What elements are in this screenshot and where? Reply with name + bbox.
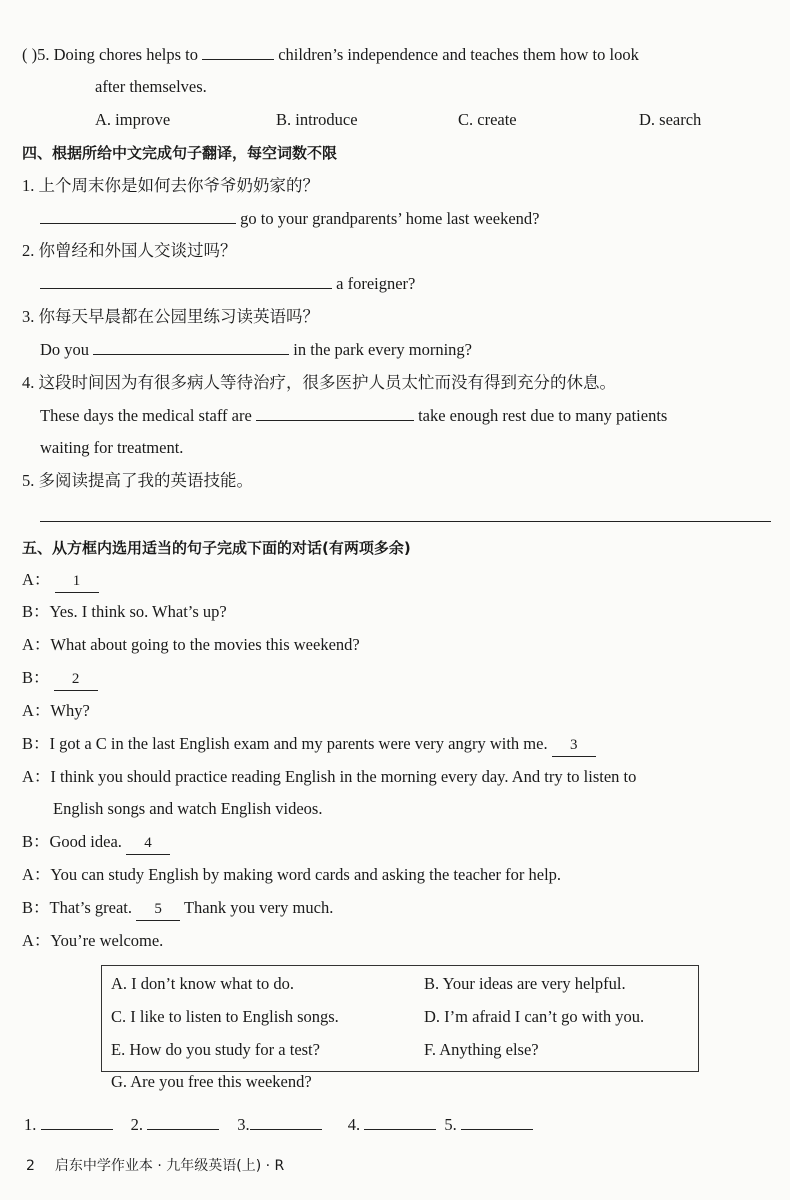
options-box	[101, 965, 699, 1091]
footer	[26, 1155, 284, 1177]
s4-item-cn: 2. 你曾经和外国人交谈过吗？	[22, 241, 237, 260]
dialog-text: Good idea.	[49, 832, 122, 851]
dialog-line	[22, 831, 170, 855]
dialog-blank[interactable]: 5	[136, 898, 180, 921]
dialog-text: That’s great.	[49, 898, 132, 917]
answer-blank[interactable]	[364, 1115, 436, 1130]
s4-item-en: Do you	[40, 340, 90, 359]
s4-item-en: a foreigner?	[336, 274, 416, 293]
speaker: A：	[22, 701, 51, 720]
dialog-text: Thank you very much.	[183, 898, 334, 917]
dialog-line	[22, 700, 90, 722]
box-option: F. Anything else?	[424, 1040, 539, 1059]
blank[interactable]	[93, 340, 289, 355]
s4-item-cn: 3. 你每天早晨都在公园里练习读英语吗？	[22, 307, 319, 326]
answer-label: 2.	[130, 1115, 143, 1134]
blank[interactable]	[256, 406, 414, 421]
s4-item-en: waiting for treatment.	[40, 438, 184, 457]
dialog-line	[22, 864, 561, 886]
dialog-line	[22, 930, 163, 952]
dialog-text: Yes. I think so. What’s up?	[49, 602, 227, 621]
s4-item-cn: 5. 多阅读提高了我的英语技能。	[22, 471, 253, 490]
s4-item-en: take enough rest due to many patients	[418, 406, 668, 425]
s4-item-cn: 4. 这段时间因为有很多病人等待治疗，很多医护人员太忙而没有得到充分的休息。	[22, 373, 616, 392]
speaker: A：	[22, 931, 51, 950]
speaker: A：	[22, 570, 51, 589]
dialog-line	[22, 897, 333, 921]
dialog-text: You’re welcome.	[50, 931, 164, 950]
answer-blank[interactable]	[41, 1115, 113, 1130]
box-option: A. I don’t know what to do.	[111, 974, 295, 993]
answer-blank[interactable]	[250, 1115, 322, 1130]
dialog-blank[interactable]: 1	[55, 570, 99, 593]
section4-title: 四、根据所给中文完成句子翻译，每空词数不限	[22, 144, 338, 162]
dialog-text-cont: English songs and watch English videos.	[53, 799, 323, 818]
answer-label: 1.	[24, 1115, 37, 1134]
dialog-line	[22, 766, 636, 788]
q5-option: B. introduce	[276, 110, 358, 129]
q5-text-cont: children’s independence and teaches them how to look	[278, 45, 639, 64]
dialog-text: You can study English by making word cards and asking the teacher for help.	[50, 865, 562, 884]
answer-blank[interactable]	[461, 1115, 533, 1130]
q5-line	[22, 44, 639, 66]
box-option: C. I like to listen to English songs.	[111, 1007, 339, 1026]
speaker: A：	[22, 767, 51, 786]
box-option: G. Are you free this weekend?	[111, 1072, 312, 1091]
dialog-text: Why?	[50, 701, 90, 720]
speaker: B：	[22, 668, 50, 687]
s4-item-en: go to your grandparents’ home last weekend?	[240, 209, 540, 228]
answer-blank[interactable]	[147, 1115, 219, 1130]
q5-text: 5. Doing chores helps to	[37, 45, 198, 64]
speaker: B：	[22, 898, 50, 917]
page-number: 2	[26, 1158, 35, 1174]
answer-label: 3.	[237, 1115, 250, 1134]
dialog-line	[22, 601, 227, 623]
box-option: E. How do you study for a test?	[111, 1040, 320, 1059]
dialog-text: What about going to the movies this weekend?	[50, 635, 360, 654]
dialog-blank[interactable]: 4	[126, 832, 170, 855]
dialog-line	[22, 569, 99, 593]
blank[interactable]	[40, 274, 332, 289]
blank[interactable]	[202, 45, 274, 60]
speaker: A：	[22, 635, 51, 654]
box-option: D. I’m afraid I can’t go with you.	[424, 1007, 645, 1026]
answer-label: 5.	[444, 1115, 457, 1134]
speaker: A：	[22, 865, 51, 884]
dialog-line	[22, 634, 360, 656]
s4-item-en: These days the medical staff are	[40, 406, 252, 425]
s4-item-en: in the park every morning?	[293, 340, 472, 359]
q5-option: C. create	[458, 110, 517, 129]
answer-row	[24, 1114, 533, 1136]
dialog-blank[interactable]: 3	[552, 734, 596, 757]
dialog-line	[22, 667, 98, 691]
box-option: B. Your ideas are very helpful.	[424, 974, 626, 993]
blank[interactable]	[40, 209, 236, 224]
answer-label: 4.	[347, 1115, 361, 1134]
q5-option: D. search	[639, 110, 702, 129]
s4-item-cn: 1. 上个周末你是如何去你爷爷奶奶家的？	[22, 176, 319, 195]
q5-text-end: after themselves.	[95, 77, 207, 96]
speaker: B：	[22, 734, 50, 753]
speaker: B：	[22, 602, 50, 621]
dialog-line	[22, 733, 596, 757]
dialog-text: I got a C in the last English exam and my parents were very angry with me.	[49, 734, 548, 753]
dialog-text: I think you should practice reading English in the morning every day. And try to listen to	[50, 767, 637, 786]
book-title: 启东中学作业本 · 九年级英语(上) · R	[54, 1158, 285, 1174]
dialog-blank[interactable]: 2	[54, 668, 98, 691]
q5-option: A. improve	[95, 110, 171, 129]
speaker: B：	[22, 832, 50, 851]
answer-paren: ( )	[22, 45, 38, 64]
blank-full-line[interactable]	[40, 521, 771, 522]
section5-title: 五、从方框内选用适当的句子完成下面的对话(有两项多余)	[22, 539, 411, 557]
